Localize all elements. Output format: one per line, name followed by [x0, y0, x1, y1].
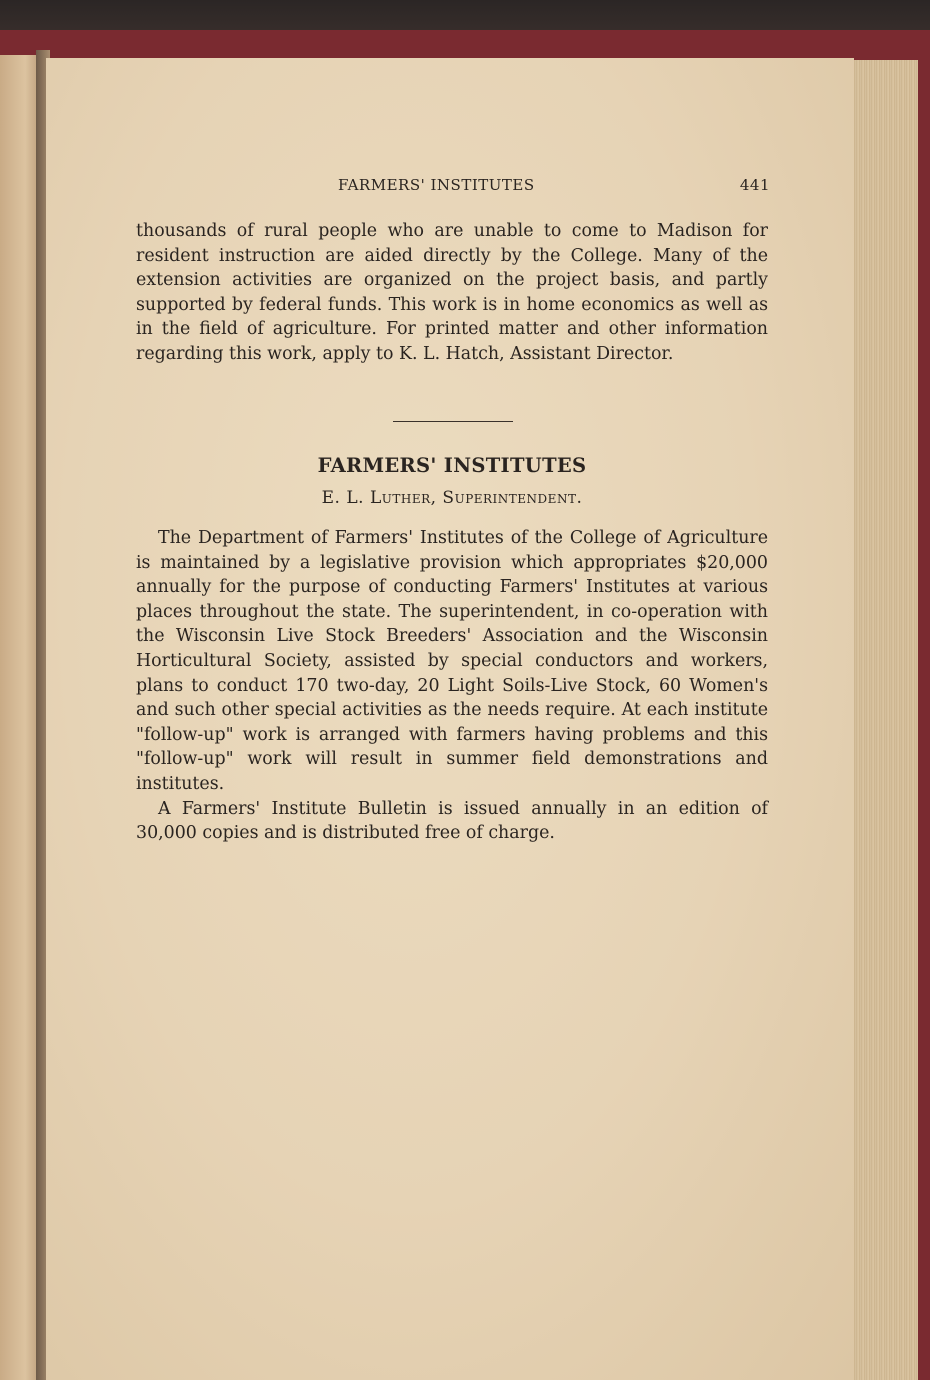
paragraph-2: The Department of Farmers' Institutes of the College of Agriculture is maintained by a legislative provision which appropriates $20,000 annually for the purpose of conducting Farmers' Institutes at various places throughout the state. The superintendent, in co-operation with the Wisconsin Live Stock Breeders' Association and the Wisconsin Horticultural Society, assisted by special conductors and workers, plans to conduct 170 two-day, 20 Light Soils-Live Stock, 60 Women's and such other special activities as the needs require. At each institute "follow-up" work is arranged with farmers having problems and this "follow-up" work will result in summer field demonstrations and institutes.: [136, 528, 768, 794]
page-edges: [850, 60, 918, 1380]
page-header: [130, 174, 770, 198]
paragraph-3: A Farmers' Institute Bulletin is issued annually in an edition of 30,000 copies and is distributed free of charge.: [136, 798, 768, 844]
running-head: FARMERS' INSTITUTES: [338, 176, 535, 194]
paragraph-1: thousands of rural people who are unable to come to Madison for resident instruction are aided directly by the College. Many of the extension activities are organized on the project basis, and partly supported by federal funds. This work is in home economics as well as in the field of agriculture. For printed matter and other information regarding this work, apply to K. L. Hatch, Assistant Director.: [136, 221, 768, 364]
paragraph-continuation: [136, 219, 768, 367]
section-byline: E. L. Luther, Superintendent.: [321, 488, 583, 508]
section-title: FARMERS' INSTITUTES: [317, 454, 587, 477]
section-divider: [393, 421, 513, 422]
page-number: 441: [739, 176, 770, 194]
section-body: [136, 526, 768, 846]
